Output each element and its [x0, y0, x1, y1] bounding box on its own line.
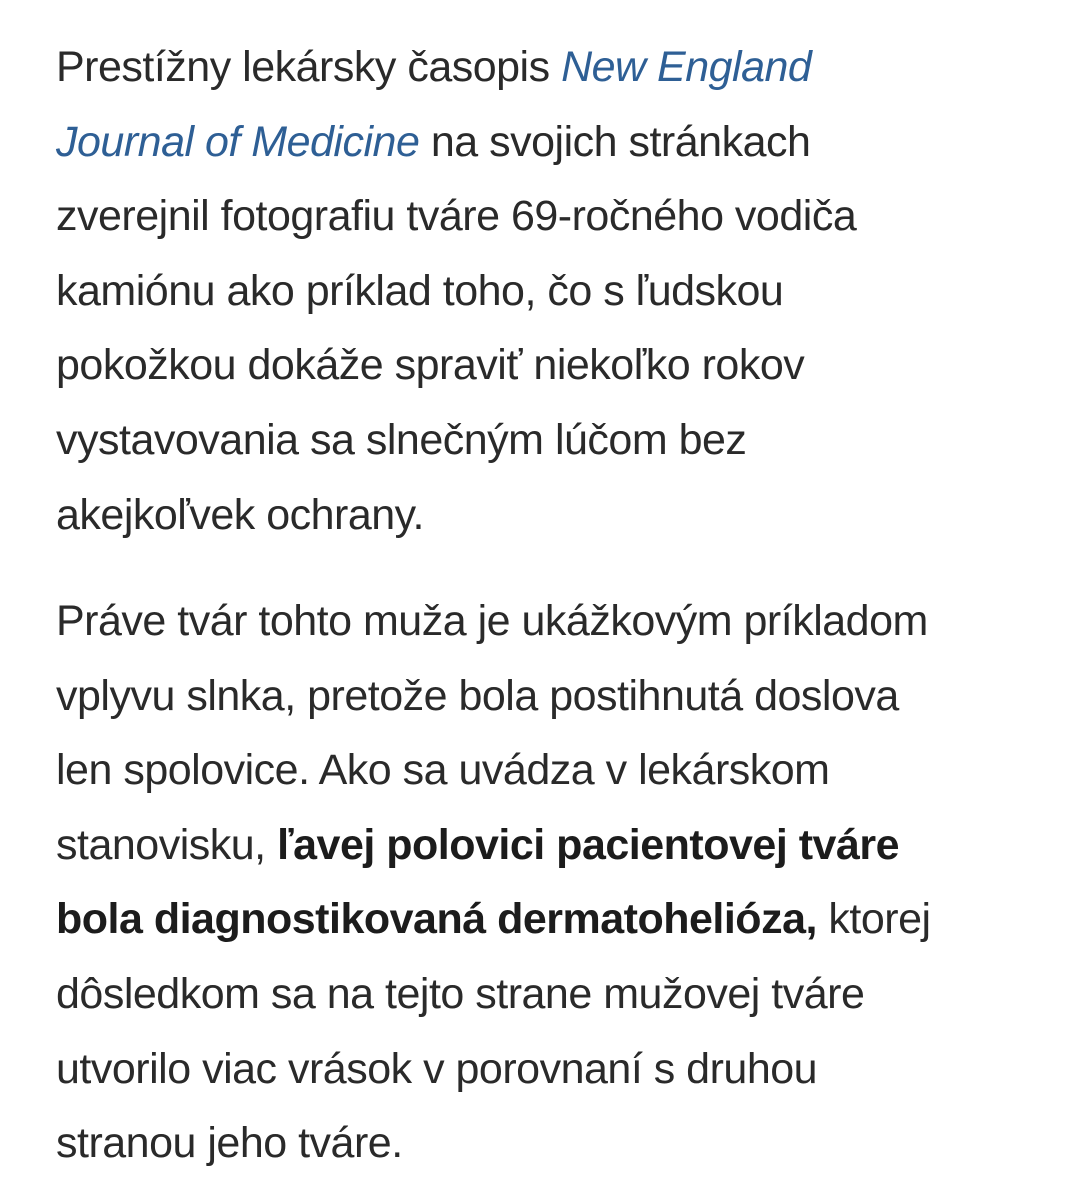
- text-line: [56, 30, 956, 105]
- text-line: akejkoľvek ochrany.: [56, 490, 424, 539]
- text-line: [56, 105, 956, 180]
- text-segment: ktorej: [816, 895, 931, 944]
- text-segment: stanovisku,: [56, 820, 278, 869]
- journal-link-part1[interactable]: New England: [561, 43, 812, 91]
- text-line: vplyvu slnka, pretože bola postihnutá doslova: [56, 671, 899, 720]
- text-line: pokožkou dokáže spraviť niekoľko rokov: [56, 341, 805, 390]
- text-line: [56, 882, 1036, 957]
- text-line: zverejnil fotografiu tváre 69-ročného vodiča: [56, 192, 857, 241]
- paragraph-2: [56, 584, 1036, 1181]
- text-line: stranou jeho tváre.: [56, 1119, 403, 1168]
- text-line: utvorilo viac vrások v porovnaní s druhou: [56, 1044, 818, 1093]
- text-line: vystavovania sa slnečným lúčom bez: [56, 415, 747, 464]
- text-line: dôsledkom sa na tejto strane mužovej tváre: [56, 969, 865, 1018]
- bold-text-part1: ľavej polovici pacientovej tváre: [277, 820, 900, 869]
- text-line: Práve tvár tohto muža je ukážkovým príkladom: [56, 597, 928, 645]
- text-segment: Prestížny lekársky časopis: [56, 43, 562, 91]
- bold-text-part2: bola diagnostikovaná dermatohelióza,: [56, 895, 817, 944]
- text-segment: na svojich stránkach: [419, 117, 811, 166]
- journal-link-part2[interactable]: Journal of Medicine: [56, 117, 420, 166]
- paragraph-1: [56, 30, 956, 552]
- text-line: [56, 808, 1036, 883]
- text-line: len spolovice. Ako sa uvádza v lekárskom: [56, 746, 830, 795]
- text-line: kamiónu ako príklad toho, čo s ľudskou: [56, 266, 784, 315]
